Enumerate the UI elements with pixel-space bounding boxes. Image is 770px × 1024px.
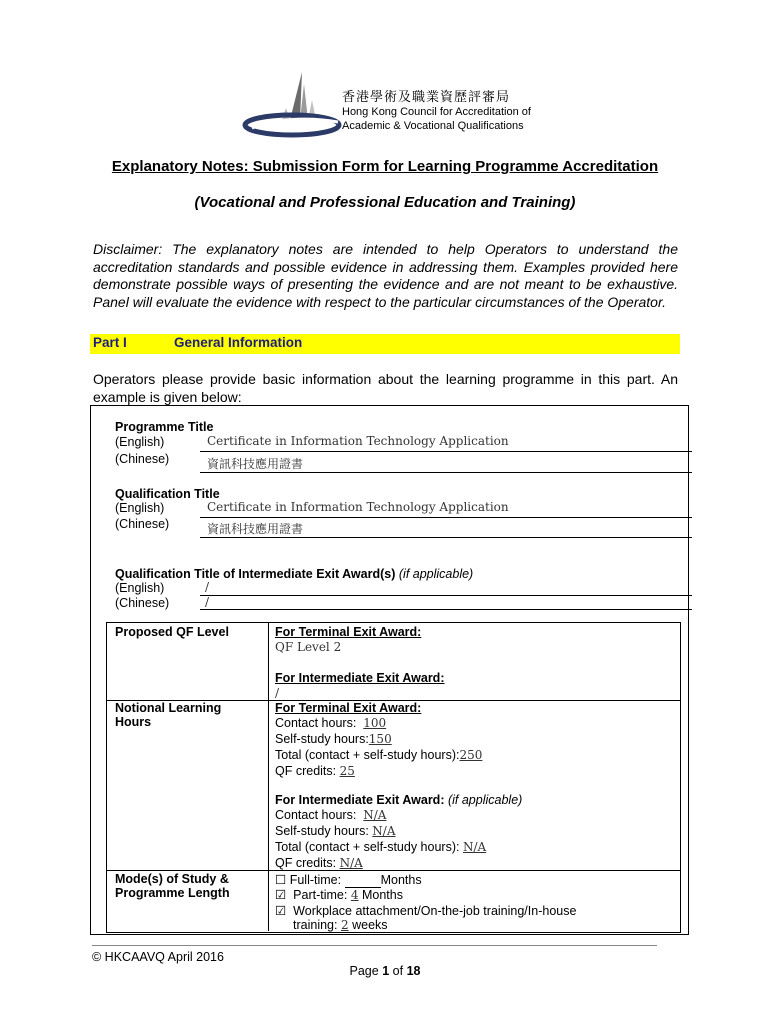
logo-emblem-icon	[242, 70, 342, 140]
full-time-blank	[345, 873, 381, 888]
intermediate-title-chinese: /	[205, 595, 210, 609]
terminal-contact-value: 100	[363, 716, 387, 730]
qualification-chinese-line	[200, 537, 692, 538]
qualification-english-line	[200, 517, 692, 518]
programme-english-label: (English)	[115, 435, 165, 449]
intermediate-total-value: N/A	[462, 840, 487, 854]
qf-level-terminal: QF Level 2	[275, 640, 342, 654]
nlh-intermediate-heading: For Intermediate Exit Award: (if applicable)	[275, 793, 523, 807]
intermediate-chinese-label: (Chinese)	[115, 596, 170, 610]
qf-level-intermediate: /	[275, 686, 280, 700]
part-time-option: ☑ Part-time: 4 Months	[275, 888, 403, 902]
programme-chinese-label: (Chinese)	[115, 452, 170, 466]
training-value: 2	[340, 918, 349, 932]
qf-intermediate-heading: For Intermediate Exit Award:	[275, 671, 445, 685]
terminal-total-value: 250	[459, 748, 483, 762]
training-duration: training: 2 weeks	[293, 918, 388, 932]
nlh-terminal-heading: For Terminal Exit Award:	[275, 701, 422, 715]
intermediate-credits-value: N/A	[339, 856, 363, 870]
part-title: General Information	[174, 335, 303, 350]
checkbox-checked-icon: ☑	[275, 904, 287, 918]
part-heading	[90, 334, 680, 354]
programme-chinese-line	[200, 472, 692, 473]
checkbox-unchecked-icon: ☐	[275, 873, 287, 887]
nlh-label-line2: Hours	[115, 715, 152, 729]
intermediate-contact-hours: Contact hours: N/A	[275, 808, 387, 822]
nlh-label-line1: Notional Learning	[115, 701, 222, 715]
terminal-self-study-hours: Self-study hours:150	[275, 732, 392, 746]
table-column-divider	[268, 622, 269, 931]
intermediate-contact-value: N/A	[363, 808, 387, 822]
document-subtitle: (Vocational and Professional Education and Training)	[194, 194, 576, 211]
programme-title-chinese: 資訊科技應用證書	[207, 457, 304, 471]
part-number: Part I	[93, 335, 127, 350]
intermediate-qf-credits: QF credits: N/A	[275, 856, 363, 870]
intermediate-self-study-hours: Self-study hours: N/A	[275, 824, 396, 838]
programme-title-label: Programme Title	[115, 420, 214, 434]
intermediate-title-english: /	[205, 580, 210, 594]
footer-copyright: © HKCAAVQ April 2016	[92, 950, 224, 964]
intermediate-english-label: (English)	[115, 581, 165, 595]
org-name-chinese: 香港學術及職業資歷評審局	[342, 90, 511, 105]
disclaimer-text: Disclaimer: The explanatory notes are intended to help Operators to understand the accreditation standards and possible evidence in addressing them. Examples provided here demonstrate possible ways of presenting the evidence and are not meant to be exhaustive. Panel will evaluate the evidence with respect to the particular circumstances of the Operator.	[93, 241, 678, 310]
qualification-title-chinese: 資訊科技應用證書	[207, 522, 304, 536]
page-number: Page 1 of 18	[349, 964, 421, 978]
full-time-option: ☐ Full-time: Months	[275, 873, 422, 887]
mode-label-line2: Programme Length	[115, 886, 230, 900]
terminal-self-study-value: 150	[368, 732, 392, 746]
document-title: Explanatory Notes: Submission Form for Learning Programme Accreditation	[111, 158, 659, 175]
part-intro: Operators please provide basic information about the learning programme in this part. An example is given below:	[93, 371, 678, 405]
row-divider-2	[106, 870, 680, 871]
footer-divider	[92, 945, 657, 946]
qf-terminal-heading: For Terminal Exit Award:	[275, 625, 422, 639]
workplace-option: ☑ Workplace attachment/On-the-job training/In-house	[275, 904, 577, 918]
intermediate-self-study-value: N/A	[372, 824, 396, 838]
programme-english-line	[200, 451, 692, 452]
qualification-title-english: Certificate in Information Technology Application	[207, 500, 509, 514]
terminal-total-hours: Total (contact + self-study hours):250	[275, 748, 483, 762]
programme-title-english: Certificate in Information Technology Application	[207, 434, 509, 448]
checkbox-checked-icon: ☑	[275, 888, 287, 902]
intermediate-english-line	[200, 595, 692, 596]
hkcaavq-logo	[242, 70, 532, 140]
qualification-english-label: (English)	[115, 501, 165, 515]
org-name-english-line1: Hong Kong Council for Accreditation of	[342, 106, 531, 118]
mode-label-line1: Mode(s) of Study &	[115, 872, 229, 886]
qualification-chinese-label: (Chinese)	[115, 517, 170, 531]
terminal-contact-hours: Contact hours: 100	[275, 716, 387, 730]
qualification-title-label: Qualification Title	[115, 487, 220, 501]
terminal-credits-value: 25	[339, 764, 355, 778]
part-time-value: 4	[350, 888, 359, 902]
terminal-qf-credits: QF credits: 25	[275, 764, 355, 778]
qf-level-label: Proposed QF Level	[115, 625, 229, 639]
intermediate-chinese-line	[200, 609, 692, 610]
intermediate-total-hours: Total (contact + self-study hours): N/A	[275, 840, 487, 854]
intermediate-title-heading: Qualification Title of Intermediate Exit Award(s) (if applicable)	[115, 567, 474, 581]
org-name-english-line2: Academic & Vocational Qualifications	[342, 120, 524, 132]
